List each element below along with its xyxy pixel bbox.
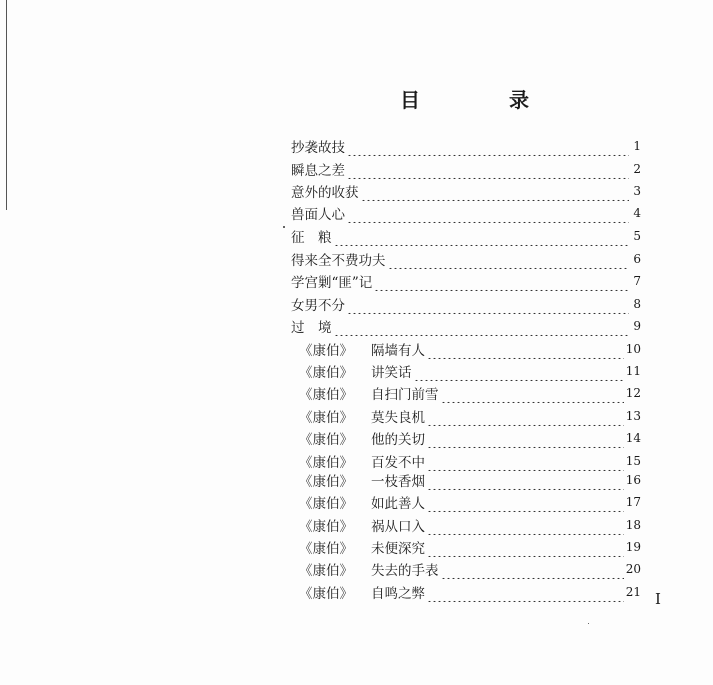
dot-leader — [441, 559, 624, 579]
toc-entry-title: 未便深究 — [371, 541, 425, 557]
toc-entry-title: 他的关切 — [371, 432, 425, 448]
toc-entry-page: 10 — [625, 342, 641, 356]
toc-series-name: 《康伯》 — [299, 541, 353, 557]
dot-leader — [347, 294, 629, 314]
dot-leader — [427, 515, 624, 535]
toc-series-name: 《康伯》 — [299, 563, 353, 579]
toc-series-name: 《康伯》 — [299, 343, 353, 359]
toc-series-entry[interactable] — [299, 470, 641, 490]
toc-entry-title: 自鸣之弊 — [371, 586, 425, 602]
dot-leader — [427, 451, 624, 471]
toc-entry[interactable] — [291, 203, 641, 223]
dot-leader — [334, 316, 630, 336]
toc-entry-title: 如此善人 — [371, 496, 425, 512]
toc-entry-page: 8 — [633, 297, 641, 311]
toc-series-name: 《康伯》 — [299, 432, 353, 448]
toc-entry-title: 兽面人心 — [291, 207, 345, 223]
toc-entry-title: 意外的收获 — [291, 185, 359, 201]
toc-series-name: 《康伯》 — [299, 496, 353, 512]
toc-entry-page: 15 — [625, 454, 641, 468]
toc-series-name: 《康伯》 — [299, 474, 353, 490]
toc-series-name: 《康伯》 — [299, 387, 353, 403]
toc-entry[interactable] — [291, 294, 641, 314]
toc-entry-title: 祸从口入 — [371, 519, 425, 535]
toc-entry-title: 一枝香烟 — [371, 474, 425, 490]
dot-leader — [427, 582, 624, 602]
toc-entry-page: 5 — [633, 229, 641, 243]
dot-leader — [361, 181, 630, 201]
toc-entry-page: 18 — [625, 518, 641, 532]
toc-entry-page: 9 — [633, 319, 641, 333]
toc-entry-title: 失去的手表 — [371, 563, 439, 579]
toc-entry-page: 20 — [625, 562, 641, 576]
toc-entry-title: 讲笑话 — [371, 365, 412, 381]
toc-series-entry[interactable] — [299, 428, 641, 448]
dot-leader — [414, 361, 624, 381]
toc-series-name: 《康伯》 — [299, 586, 353, 602]
toc-entry-title: 莫失良机 — [371, 410, 425, 426]
dot-leader — [427, 339, 624, 359]
dot-leader — [441, 383, 624, 403]
toc-entry-page: 13 — [625, 409, 641, 423]
toc-entry-page: 19 — [625, 540, 641, 554]
toc-entry-page: 1 — [633, 139, 641, 153]
toc-entry-title: 过 境 — [291, 320, 332, 336]
page-title-char: 目 — [400, 88, 421, 112]
page-title-char: 录 — [509, 88, 530, 112]
toc-series-entry[interactable] — [299, 339, 641, 359]
toc-entry-page: 17 — [625, 495, 641, 509]
toc-series-name: 《康伯》 — [299, 455, 353, 471]
toc-series-entry[interactable] — [299, 515, 641, 535]
toc-series-entry[interactable] — [299, 406, 641, 426]
dot-leader — [374, 271, 629, 291]
toc-series-entry[interactable] — [299, 582, 641, 602]
toc-series-entry[interactable] — [299, 537, 641, 557]
toc-entry-page: 3 — [633, 184, 641, 198]
dot-leader — [347, 203, 629, 223]
dot-leader — [334, 226, 630, 246]
dot-leader — [427, 537, 624, 557]
toc-series-name: 《康伯》 — [299, 365, 353, 381]
toc-entry[interactable] — [291, 249, 641, 269]
toc-entry[interactable] — [291, 271, 641, 291]
toc-series-entry[interactable] — [299, 451, 641, 471]
toc-entry-title: 女男不分 — [291, 298, 345, 314]
toc-entry-page: 11 — [625, 364, 641, 378]
dot-leader — [427, 428, 624, 448]
page-folio: I — [655, 590, 661, 608]
toc-series-name: 《康伯》 — [299, 410, 353, 426]
toc-series-entry[interactable] — [299, 361, 641, 381]
toc-series-entry[interactable] — [299, 559, 641, 579]
toc-entry[interactable] — [291, 226, 641, 246]
toc-series-name: 《康伯》 — [299, 519, 353, 535]
toc-entry-page: 4 — [633, 206, 641, 220]
toc-entry-page: 21 — [625, 585, 641, 599]
toc-entry[interactable] — [291, 136, 641, 156]
toc-entry-title: 瞬息之差 — [291, 163, 345, 179]
toc-entry-title: 抄袭故技 — [291, 140, 345, 156]
toc-entry[interactable] — [291, 159, 641, 179]
toc-entry-page: 16 — [625, 473, 641, 487]
dot-leader — [347, 159, 629, 179]
toc-entry[interactable] — [291, 316, 641, 336]
toc-entry-page: 7 — [633, 274, 641, 288]
dot-leader — [388, 249, 630, 269]
toc-entry[interactable] — [291, 181, 641, 201]
toc-series-entry[interactable] — [299, 492, 641, 512]
toc-entry-title: 自扫门前雪 — [371, 387, 439, 403]
toc-entry-title: 征 粮 — [291, 230, 332, 246]
dot-leader — [427, 492, 624, 512]
dot-leader — [427, 470, 624, 490]
dot-leader — [427, 406, 624, 426]
toc-entry-page: 14 — [625, 431, 641, 445]
toc-entry-page: 2 — [633, 162, 641, 176]
toc-entry-title: 隔墙有人 — [371, 343, 425, 359]
dot-leader — [347, 136, 629, 156]
toc-series-entry[interactable] — [299, 383, 641, 403]
toc-entry-title: 百发不中 — [371, 455, 425, 471]
toc-entry-page: 6 — [633, 252, 641, 266]
toc-entry-title: 得来全不费功夫 — [291, 253, 386, 269]
toc-entry-page: 12 — [625, 386, 641, 400]
toc-entry-title: 学宫剿“匪”记 — [291, 275, 373, 291]
